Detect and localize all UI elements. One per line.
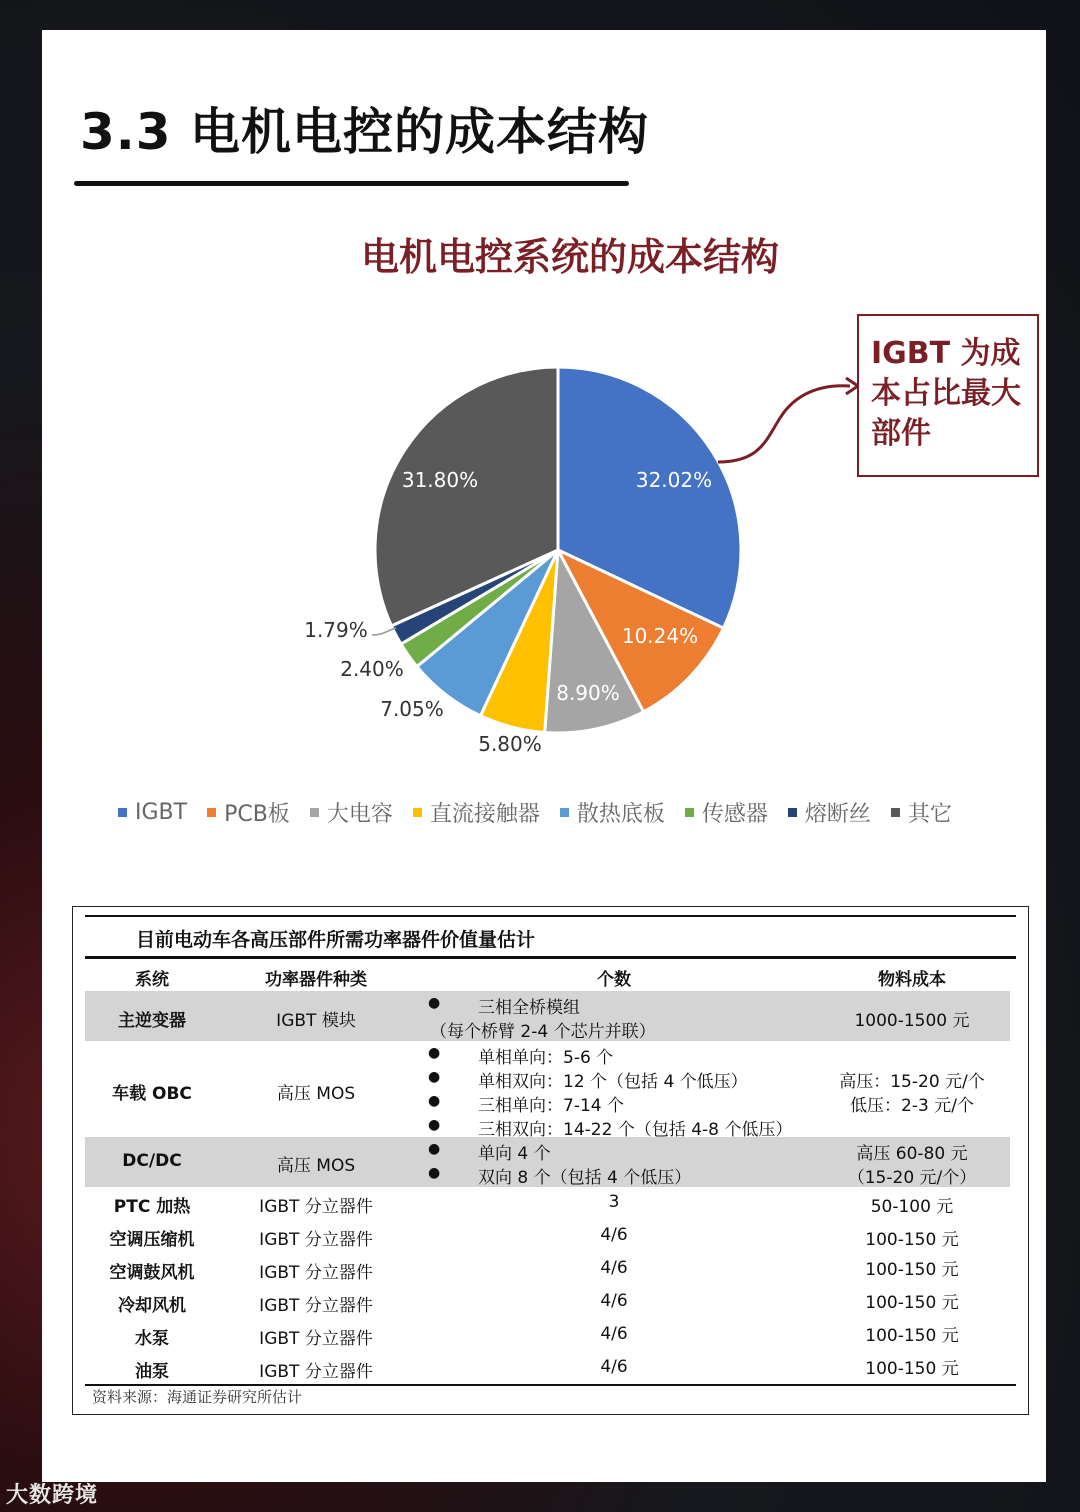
page-title: 3.3 电机电控的成本结构: [80, 103, 649, 161]
table-cell-count: 单向 4 个: [478, 1144, 551, 1164]
table-cell-cost: 100-150 元: [865, 1260, 959, 1280]
table-cell-count: 4/6: [600, 1357, 628, 1377]
data-label: 1.79%: [304, 618, 368, 642]
legend-label: 大电容: [326, 802, 393, 827]
legend-label: IGBT: [135, 800, 188, 825]
table-source-note: 资料来源：海通证券研究所估计: [92, 1388, 303, 1406]
table-cell-count: 4/6: [600, 1291, 628, 1311]
legend-label: PCB板: [224, 802, 290, 827]
table-cell-device: IGBT 分立器件: [259, 1329, 373, 1349]
table-cell-cost: 100-150 元: [865, 1359, 959, 1379]
data-label: 31.80%: [401, 468, 479, 492]
header-cost: 物料成本: [878, 970, 946, 990]
table-cell-system: 车载 OBC: [112, 1084, 192, 1104]
pie-chart: [260, 290, 840, 780]
table-cell-device: IGBT 分立器件: [259, 1230, 373, 1250]
table-cell-device: IGBT 分立器件: [259, 1197, 373, 1217]
table-cell-cost: 低压：2-3 元/个: [850, 1096, 974, 1116]
table-cell-cost: 高压：15-20 元/个: [839, 1072, 985, 1092]
bullet-icon: ●: [428, 1165, 441, 1181]
legend-label: 散热底板: [576, 802, 665, 827]
data-label: 2.40%: [340, 657, 404, 681]
table-cell-device: IGBT 模块: [276, 1011, 356, 1031]
table-cell-count: 单相双向：12 个（包括 4 个低压）: [478, 1072, 748, 1092]
legend-swatch: [207, 808, 216, 817]
table-cell-system: PTC 加热: [113, 1197, 191, 1217]
legend-swatch: [891, 808, 900, 817]
bullet-icon: ●: [428, 1045, 441, 1061]
label-leader-line: [372, 628, 396, 635]
data-label: 8.90%: [556, 681, 620, 705]
table-cell-cost: 100-150 元: [865, 1293, 959, 1313]
data-label: 32.02%: [635, 468, 713, 492]
table-cell-system: 水泵: [135, 1329, 169, 1349]
table-cell-count: 三相双向：14-22 个（包括 4-8 个低压）: [478, 1120, 793, 1140]
table-cell-count: 3: [608, 1192, 620, 1212]
legend-item: [118, 797, 187, 828]
table-cell-cost: 100-150 元: [865, 1326, 959, 1346]
table-cell-count: 4/6: [600, 1324, 628, 1344]
table-cell-system: 空调压缩机: [109, 1230, 195, 1250]
table-cell-system: 主逆变器: [118, 1011, 186, 1031]
legend-item: [310, 797, 393, 828]
data-label: 10.24%: [621, 624, 699, 648]
callout-box: [857, 314, 1039, 477]
legend-label: 熔断丝: [804, 802, 871, 827]
table-cell-count: 4/6: [600, 1258, 628, 1278]
legend-item: [891, 797, 952, 828]
table-cell-cost: 1000-1500 元: [854, 1011, 970, 1031]
table-cell-system: 空调鼓风机: [109, 1263, 195, 1283]
table-cell-count: 单相单向：5-6 个: [478, 1048, 614, 1068]
legend-label: 传感器: [701, 802, 768, 827]
legend-swatch: [118, 808, 127, 817]
table-cell-count: 三相单向：7-14 个: [478, 1096, 624, 1116]
data-label: 5.80%: [478, 732, 542, 756]
chart-title: 电机电控系统的成本结构: [360, 235, 779, 279]
legend-label: 直流接触器: [429, 802, 540, 827]
table-cell-count: （每个桥臂 2-4 个芯片并联）: [430, 1022, 656, 1042]
bullet-icon: ●: [428, 1141, 441, 1157]
table-rule-top: [85, 915, 1016, 917]
table-rule-title: [85, 956, 1016, 959]
title-underline: [74, 181, 629, 186]
callout-arrow: [700, 370, 870, 480]
legend-swatch: [788, 808, 797, 817]
table-cell-cost: （15-20 元/个）: [847, 1168, 977, 1188]
legend-swatch: [413, 808, 422, 817]
table-title: 目前电动车各高压部件所需功率器件价值量估计: [136, 929, 536, 951]
legend-item: [685, 797, 768, 828]
header-count: 个数: [597, 970, 631, 990]
header-device: 功率器件种类: [265, 970, 367, 990]
table-cell-system: 冷却风机: [118, 1296, 186, 1316]
bullet-icon: ●: [428, 1093, 441, 1109]
table-cell-device: 高压 MOS: [276, 1156, 356, 1176]
chart-legend: [118, 797, 1018, 828]
table-cell-device: IGBT 分立器件: [259, 1362, 373, 1382]
legend-swatch: [560, 808, 569, 817]
legend-item: [560, 797, 665, 828]
watermark: 大数跨境: [6, 1483, 99, 1508]
table-cell-system: DC/DC: [122, 1151, 182, 1171]
table-cell-cost: 50-100 元: [870, 1197, 954, 1217]
legend-item: [788, 797, 871, 828]
table-cell-device: IGBT 分立器件: [259, 1263, 373, 1283]
legend-item: [413, 797, 540, 828]
table-cell-count: 4/6: [600, 1225, 628, 1245]
header-system: 系统: [135, 970, 169, 990]
table-cell-system: 油泵: [135, 1362, 169, 1382]
legend-swatch: [310, 808, 319, 817]
legend-label: 其它: [907, 802, 952, 827]
table-cell-cost: 高压 60-80 元: [856, 1144, 968, 1164]
table-cell-device: IGBT 分立器件: [259, 1296, 373, 1316]
bullet-icon: ●: [428, 995, 441, 1011]
data-label: 7.05%: [380, 697, 444, 721]
callout-text: IGBT 为成本占比最大部件: [871, 336, 1021, 451]
legend-item: [207, 797, 290, 828]
table-cell-count: 三相全桥模组: [478, 998, 580, 1018]
table-cell-cost: 100-150 元: [865, 1230, 959, 1250]
bullet-icon: ●: [428, 1069, 441, 1085]
table-cell-count: 双向 8 个（包括 4 个低压）: [478, 1168, 692, 1188]
table-cell-device: 高压 MOS: [276, 1084, 356, 1104]
legend-swatch: [685, 808, 694, 817]
bullet-icon: ●: [428, 1117, 441, 1133]
